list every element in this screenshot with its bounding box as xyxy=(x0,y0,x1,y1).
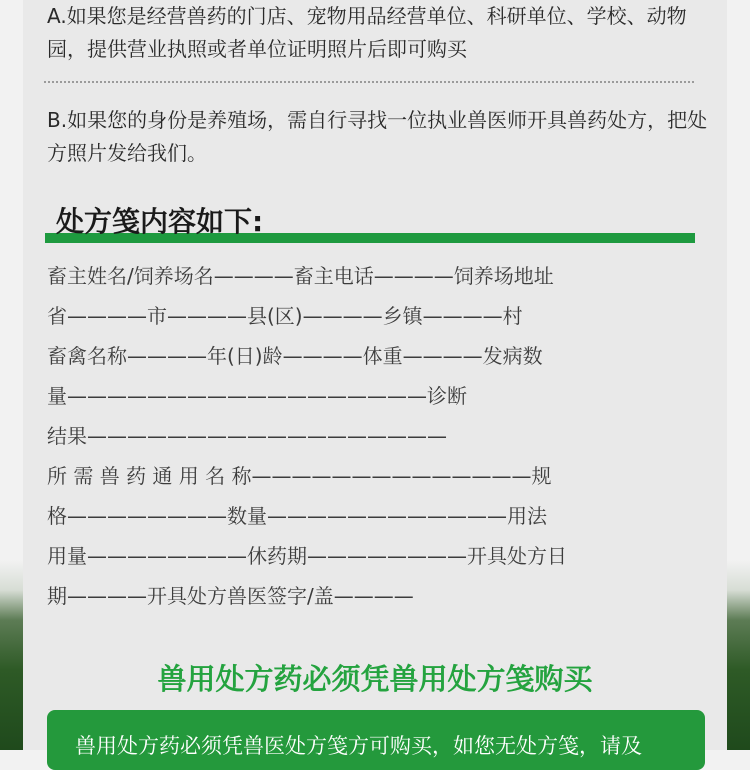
option-a-text: A.如果您是经营兽药的门店、宠物用品经营单位、科研单位、学校、动物园，提供营业执照或者单位证明照片后即可购买 xyxy=(47,4,687,61)
form-line: 用量————————休药期————————开具处方日 xyxy=(47,544,567,568)
form-line: 结果—————————————————— xyxy=(47,424,447,448)
dotted-divider xyxy=(44,81,694,83)
form-line: 省————市————县(区)————乡镇————村 xyxy=(47,304,523,328)
notice-box-text: 兽用处方药必须凭兽医处方笺方可购买，如您无处方笺，请及 xyxy=(75,734,642,758)
form-line: 格————————数量————————————用法 xyxy=(47,504,547,528)
option-b-text: B.如果您的身份是养殖场，需自行寻找一位执业兽医师开具兽药处方，把处方照片发给我们。 xyxy=(47,108,708,165)
notice-title: 兽用处方药必须凭兽用处方笺购买 xyxy=(157,662,593,696)
form-line: 所 需 兽 药 通 用 名 称——————————————规 xyxy=(47,464,552,488)
notice-box xyxy=(47,710,705,770)
form-line: 畜禽名称————年(日)龄————体重————发病数 xyxy=(47,344,543,368)
form-line: 期————开具处方兽医签字/盖———— xyxy=(47,584,414,608)
form-line: 量——————————————————诊断 xyxy=(47,384,467,408)
prescription-heading: 处方笺内容如下: xyxy=(56,205,264,238)
prescription-form xyxy=(47,256,711,616)
form-line: 畜主姓名/饲养场名————畜主电话————饲养场地址 xyxy=(47,264,554,288)
